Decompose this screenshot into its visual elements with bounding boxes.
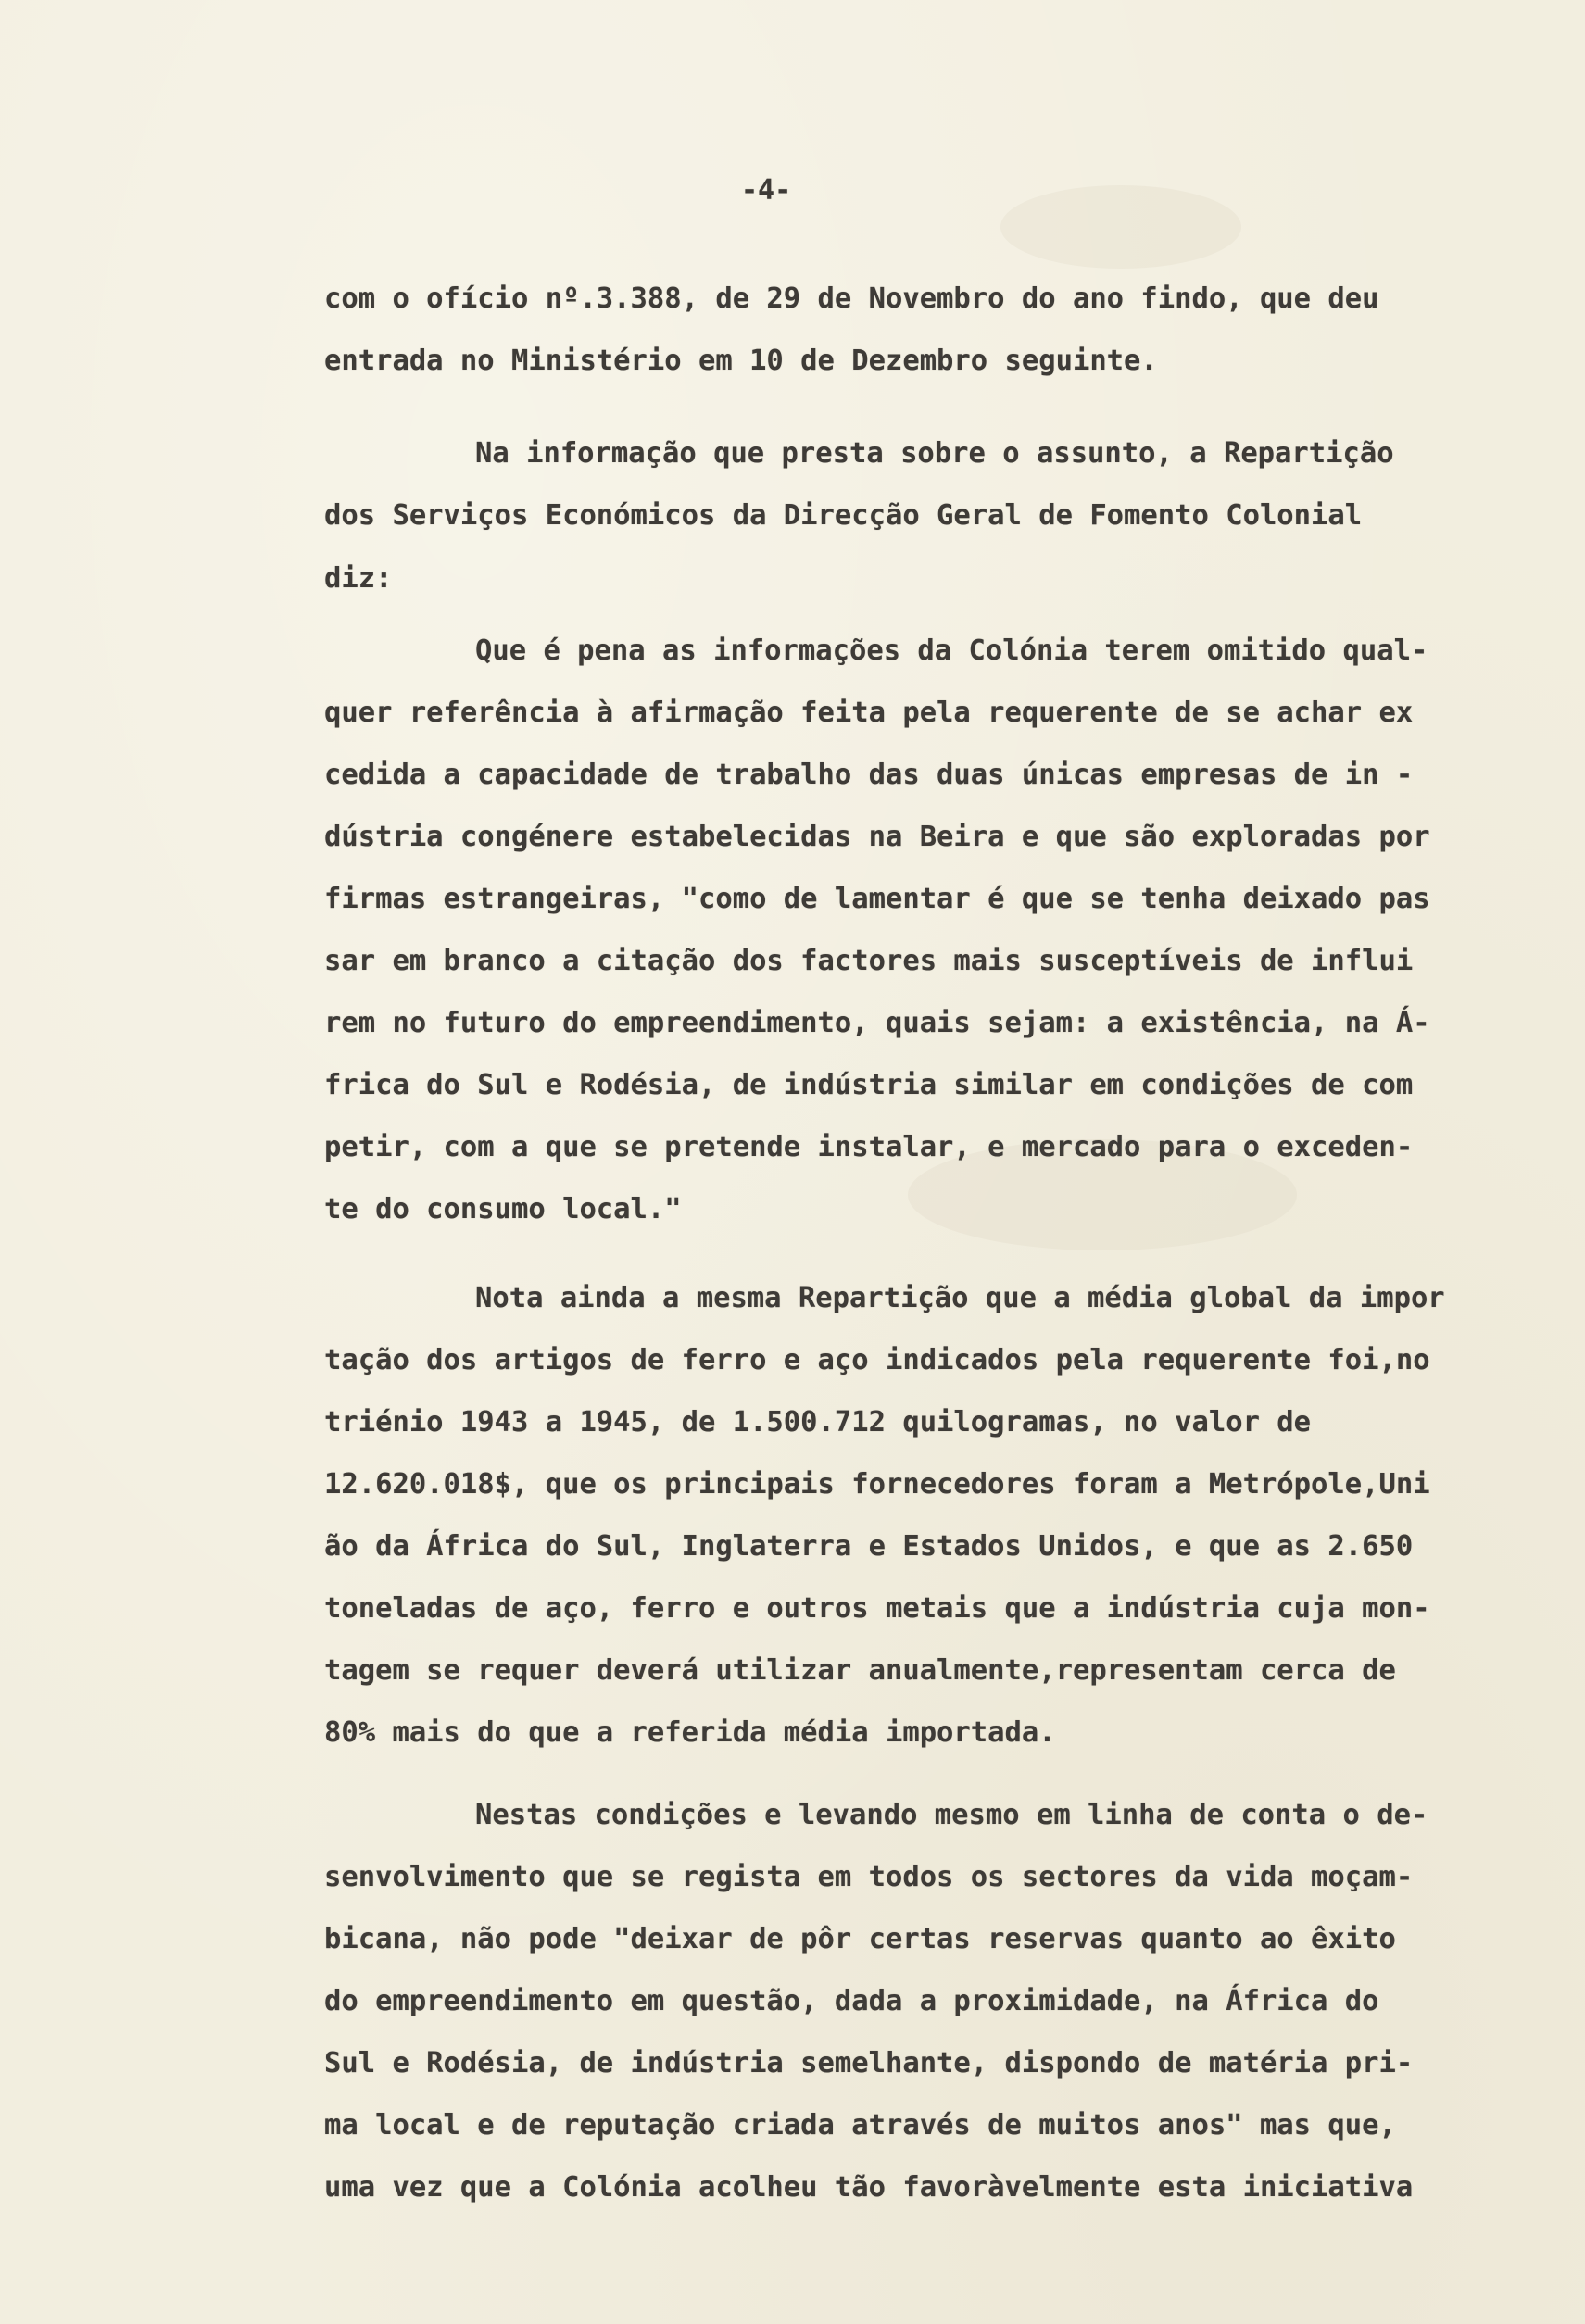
text-line: ma local e de reputação criada através de muitos anos" mas que, [324, 2109, 1396, 2142]
text-line: Na informação que presta sobre o assunto, a Repartição [475, 437, 1394, 470]
text-line: sar em branco a citação dos factores mais susceptíveis de influi [324, 945, 1414, 977]
text-line: entrada no Ministério em 10 de Dezembro seguinte. [324, 345, 1158, 377]
text-line: triénio 1943 a 1945, de 1.500.712 quilogramas, no valor de [324, 1406, 1312, 1438]
text-line: quer referência à afirmação feita pela requerente de se achar ex [324, 697, 1414, 729]
text-line: bicana, não pode "deixar de pôr certas reservas quanto ao êxito [324, 1923, 1396, 1955]
text-line: cedida a capacidade de trabalho das duas únicas empresas de in - [324, 759, 1414, 791]
text-line: com o ofício nº.3.388, de 29 de Novembro do ano findo, que deu [324, 283, 1379, 315]
text-line: tagem se requer deverá utilizar anualmente,representam cerca de [324, 1654, 1396, 1687]
text-line: Que é pena as informações da Colónia terem omitido qual- [475, 634, 1428, 667]
text-line: petir, com a que se pretende instalar, e mercado para o exceden- [324, 1131, 1414, 1163]
text-line: Nota ainda a mesma Repartição que a média global da impor [475, 1282, 1445, 1314]
text-line: senvolvimento que se regista em todos os sectores da vida moçam- [324, 1861, 1414, 1893]
text-line: diz: [324, 562, 393, 595]
text-line: 80% mais do que a referida média importada. [324, 1716, 1056, 1749]
text-line: te do consumo local." [324, 1193, 682, 1225]
text-line: firmas estrangeiras, "como de lamentar é que se tenha deixado pas [324, 883, 1430, 915]
text-line: rem no futuro do empreendimento, quais sejam: a existência, na Á- [324, 1007, 1430, 1039]
text-line: Sul e Rodésia, de indústria semelhante, dispondo de matéria pri- [324, 2047, 1414, 2079]
text-line: tação dos artigos de ferro e aço indicados pela requerente foi,no [324, 1344, 1430, 1376]
text-line: toneladas de aço, ferro e outros metais que a indústria cuja mon- [324, 1592, 1430, 1625]
text-line: Nestas condições e levando mesmo em linha de conta o de- [475, 1799, 1428, 1831]
page-number: -4- [741, 174, 792, 207]
text-line: frica do Sul e Rodésia, de indústria similar em condições de com [324, 1069, 1414, 1101]
text-line: dos Serviços Económicos da Direcção Geral de Fomento Colonial [324, 499, 1363, 532]
text-line: do empreendimento em questão, dada a proximidade, na África do [324, 1985, 1379, 2017]
text-line: ão da África do Sul, Inglaterra e Estados Unidos, e que as 2.650 [324, 1530, 1414, 1563]
text-line: dústria congénere estabelecidas na Beira e que são exploradas por [324, 821, 1430, 853]
text-line: 12.620.018$, que os principais fornecedores foram a Metrópole,Uni [324, 1468, 1430, 1501]
paper-stain [1000, 185, 1241, 269]
text-line: uma vez que a Colónia acolheu tão favoràvelmente esta iniciativa [324, 2171, 1414, 2204]
